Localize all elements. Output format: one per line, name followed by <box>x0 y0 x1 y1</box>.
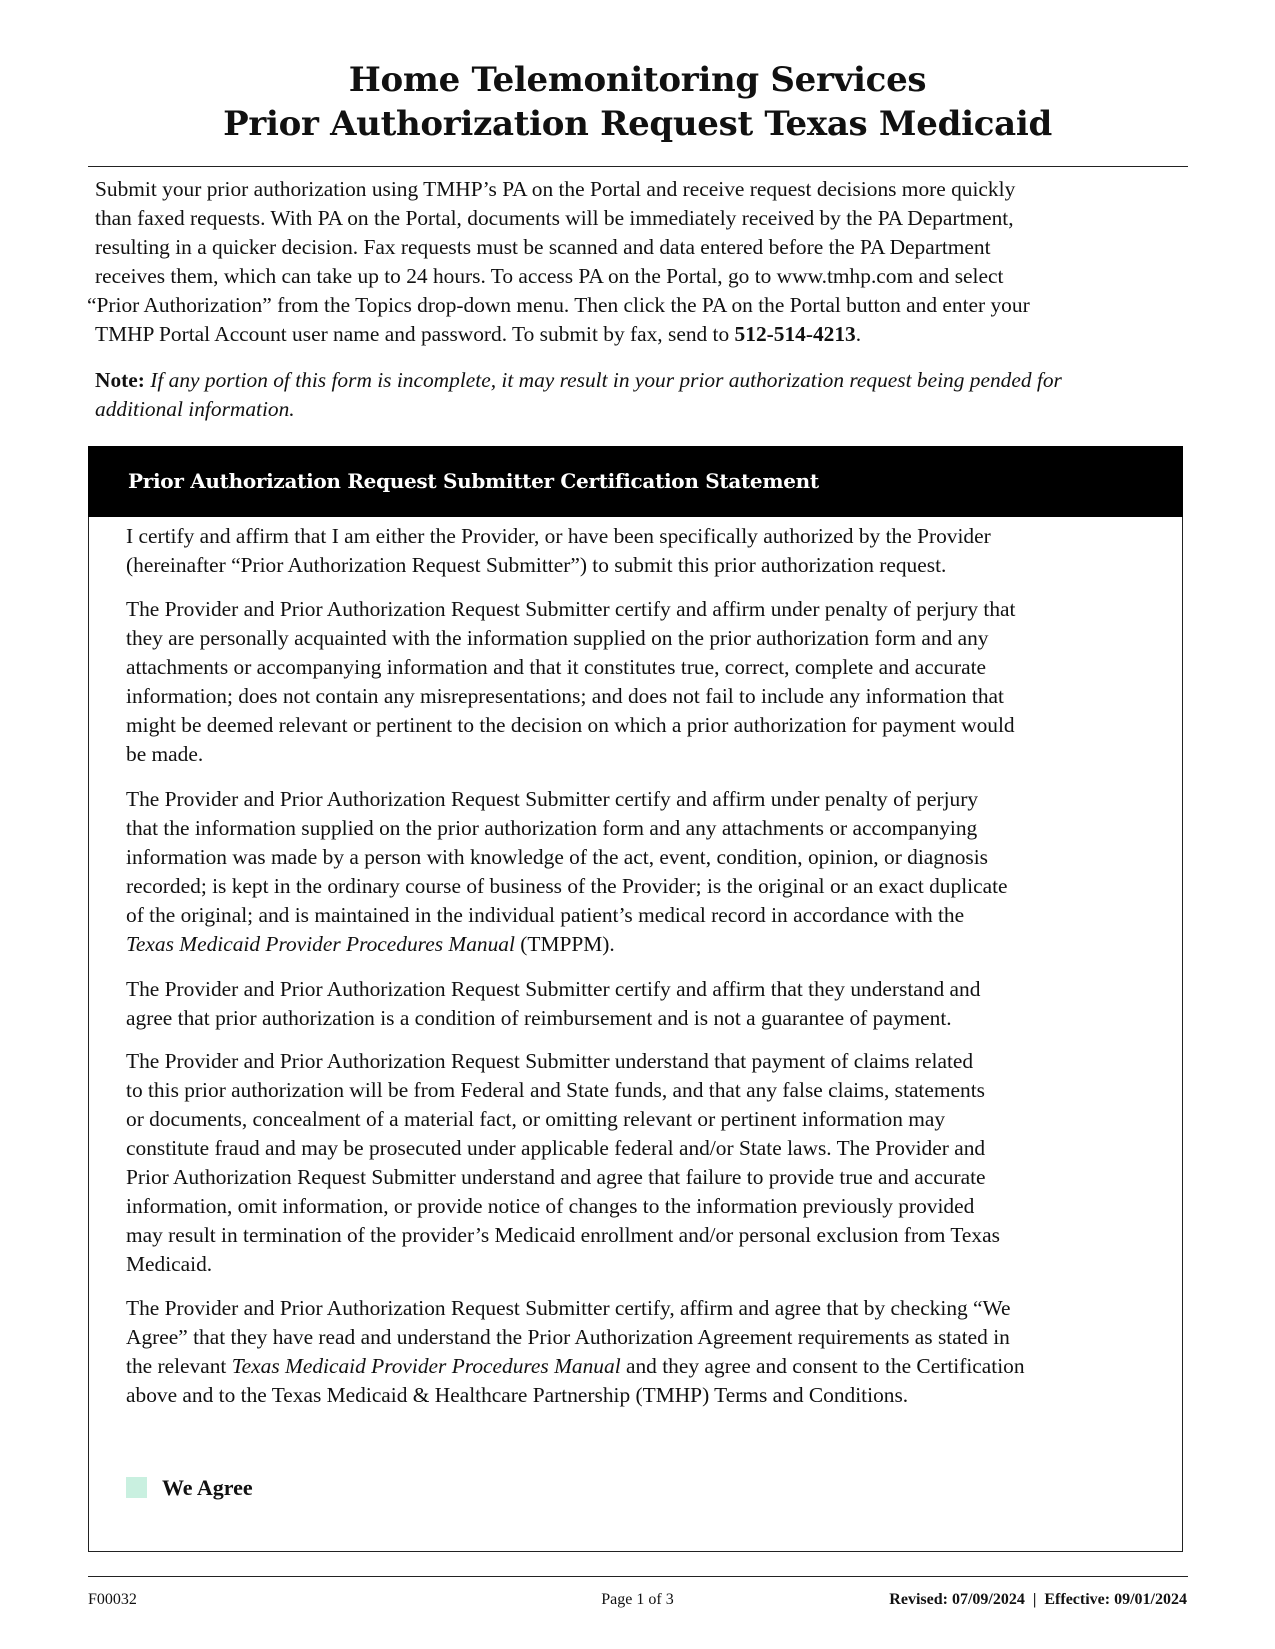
paragraph-line: may result in termination of the provider’s Medicaid enrollment and/or personal exclusion from Texas <box>126 1223 1000 1247</box>
paragraph-line: of the original; and is maintained in the individual patient’s medical record in accordance with the <box>126 903 965 927</box>
certification-paragraph-5 <box>126 1047 1166 1279</box>
paragraph-line: The Provider and Prior Authorization Request Submitter certify, affirm and agree that by checking “We <box>126 1296 1011 1320</box>
intro-line: than faxed requests. With PA on the Portal, documents will be immediately received by the PA Department, <box>95 206 1014 230</box>
note-text-2: additional information. <box>95 397 295 421</box>
paragraph-line: The Provider and Prior Authorization Request Submitter certify and affirm under penalty of perjury that <box>126 597 1016 621</box>
footer-separator: | <box>1032 1591 1037 1608</box>
note-paragraph <box>95 366 1195 424</box>
note-line <box>95 366 1195 395</box>
certification-paragraph-2 <box>126 595 1166 769</box>
intro-last-text: TMHP Portal Account user name and password. To submit by fax, send to <box>95 322 735 346</box>
certification-paragraph-6 <box>126 1294 1166 1410</box>
document-title <box>0 58 1275 146</box>
paragraph-line: information, omit information, or provide notice of changes to the information previously provided <box>126 1194 975 1218</box>
manual-title: Texas Medicaid Provider Procedures Manual <box>231 1354 621 1378</box>
certification-paragraph-4 <box>126 975 1166 1033</box>
paragraph-line: be made. <box>126 742 204 766</box>
certification-header: Prior Authorization Request Submitter Certification Statement <box>88 446 1183 517</box>
manual-abbrev: (TMPPM). <box>514 932 615 956</box>
paragraph-line: The Provider and Prior Authorization Request Submitter understand that payment of claims related <box>126 1049 974 1073</box>
paragraph-line: recorded; is kept in the ordinary course of business of the Provider; is the original or an exact duplicate <box>126 874 1008 898</box>
paragraph-line <box>126 1352 1166 1381</box>
intro-last-suffix: . <box>855 322 862 346</box>
title-line-2: Prior Authorization Request Texas Medicaid <box>223 104 1052 144</box>
paragraph-line: Agree” that they have read and understand the Prior Authorization Agreement requirements as stated in <box>126 1325 1010 1349</box>
paragraph-line: information was made by a person with knowledge of the act, event, condition, opinion, or diagnosis <box>126 845 988 869</box>
paragraph-line: that the information supplied on the prior authorization form and any attachments or accompanying <box>126 816 978 840</box>
intro-line: receives them, which can take up to 24 hours. To access PA on the Portal, go to www.tmhp.com and select <box>95 264 1004 288</box>
intro-line <box>95 320 1195 349</box>
note-label: Note: <box>95 368 145 392</box>
intro-paragraph <box>87 175 1195 349</box>
paragraph-line: The Provider and Prior Authorization Request Submitter certify and affirm under penalty of perjury <box>126 787 979 811</box>
p6-suffix: and they agree and consent to the Certification <box>620 1354 1025 1378</box>
paragraph-line: Medicaid. <box>126 1252 213 1276</box>
paragraph-line: information; does not contain any misrepresentations; and does not fail to include any information that <box>126 684 1004 708</box>
footer-divider <box>88 1576 1188 1577</box>
p6-prefix: the relevant <box>126 1354 232 1378</box>
page-number: Page 1 of 3 <box>601 1591 674 1608</box>
form-id: F00032 <box>88 1591 137 1608</box>
certification-paragraph-1 <box>126 522 1166 580</box>
paragraph-line: I certify and affirm that I am either the Provider, or have been specifically authorized by the Provider <box>126 524 991 548</box>
we-agree-checkbox[interactable] <box>126 1477 147 1498</box>
top-divider <box>88 166 1188 167</box>
paragraph-line: (hereinafter “Prior Authorization Request Submitter”) to submit this prior authorization request. <box>126 553 947 577</box>
we-agree-label[interactable]: We Agree <box>162 1475 253 1500</box>
paragraph-line: Prior Authorization Request Submitter understand and agree that failure to provide true and accurate <box>126 1165 986 1189</box>
intro-line: resulting in a quicker decision. Fax requests must be scanned and data entered before the PA Department <box>95 235 991 259</box>
paragraph-line: or documents, concealment of a material fact, or omitting relevant or pertinent information may <box>126 1107 946 1131</box>
intro-line: “Prior Authorization” from the Topics drop-down menu. Then click the PA on the Portal button and enter your <box>87 293 1030 317</box>
certification-paragraph-3 <box>126 785 1166 959</box>
effective-date: Effective: 09/01/2024 <box>1044 1591 1187 1608</box>
manual-title: Texas Medicaid Provider Procedures Manual <box>126 932 515 956</box>
revised-date: Revised: 07/09/2024 <box>889 1591 1025 1608</box>
paragraph-line: The Provider and Prior Authorization Request Submitter certify and affirm that they understand and <box>126 977 981 1001</box>
revision-dates <box>889 1590 1187 1610</box>
paragraph-line: above and to the Texas Medicaid & Healthcare Partnership (TMHP) Terms and Conditions. <box>126 1383 909 1407</box>
fax-number-link[interactable]: 512-514-4213 <box>734 322 856 346</box>
paragraph-line: to this prior authorization will be from Federal and State funds, and that any false claims, statements <box>126 1078 985 1102</box>
paragraph-line: constitute fraud and may be prosecuted under applicable federal and/or State laws. The Provider and <box>126 1136 986 1160</box>
note-text: If any portion of this form is incomplete, it may result in your prior authorization request being pended for <box>150 368 1062 392</box>
title-line-1: Home Telemonitoring Services <box>348 60 927 100</box>
paragraph-line: agree that prior authorization is a condition of reimbursement and is not a guarantee of payment. <box>126 1006 952 1030</box>
paragraph-line <box>126 930 1166 959</box>
note-line <box>95 395 1195 424</box>
paragraph-line: they are personally acquainted with the information supplied on the prior authorization form and any <box>126 626 989 650</box>
intro-line: Submit your prior authorization using TMHP’s PA on the Portal and receive request decisions more quickly <box>95 177 1016 201</box>
paragraph-line: might be deemed relevant or pertinent to the decision on which a prior authorization for payment would <box>126 713 1015 737</box>
paragraph-line: attachments or accompanying information and that it constitutes true, correct, complete and accurate <box>126 655 987 679</box>
